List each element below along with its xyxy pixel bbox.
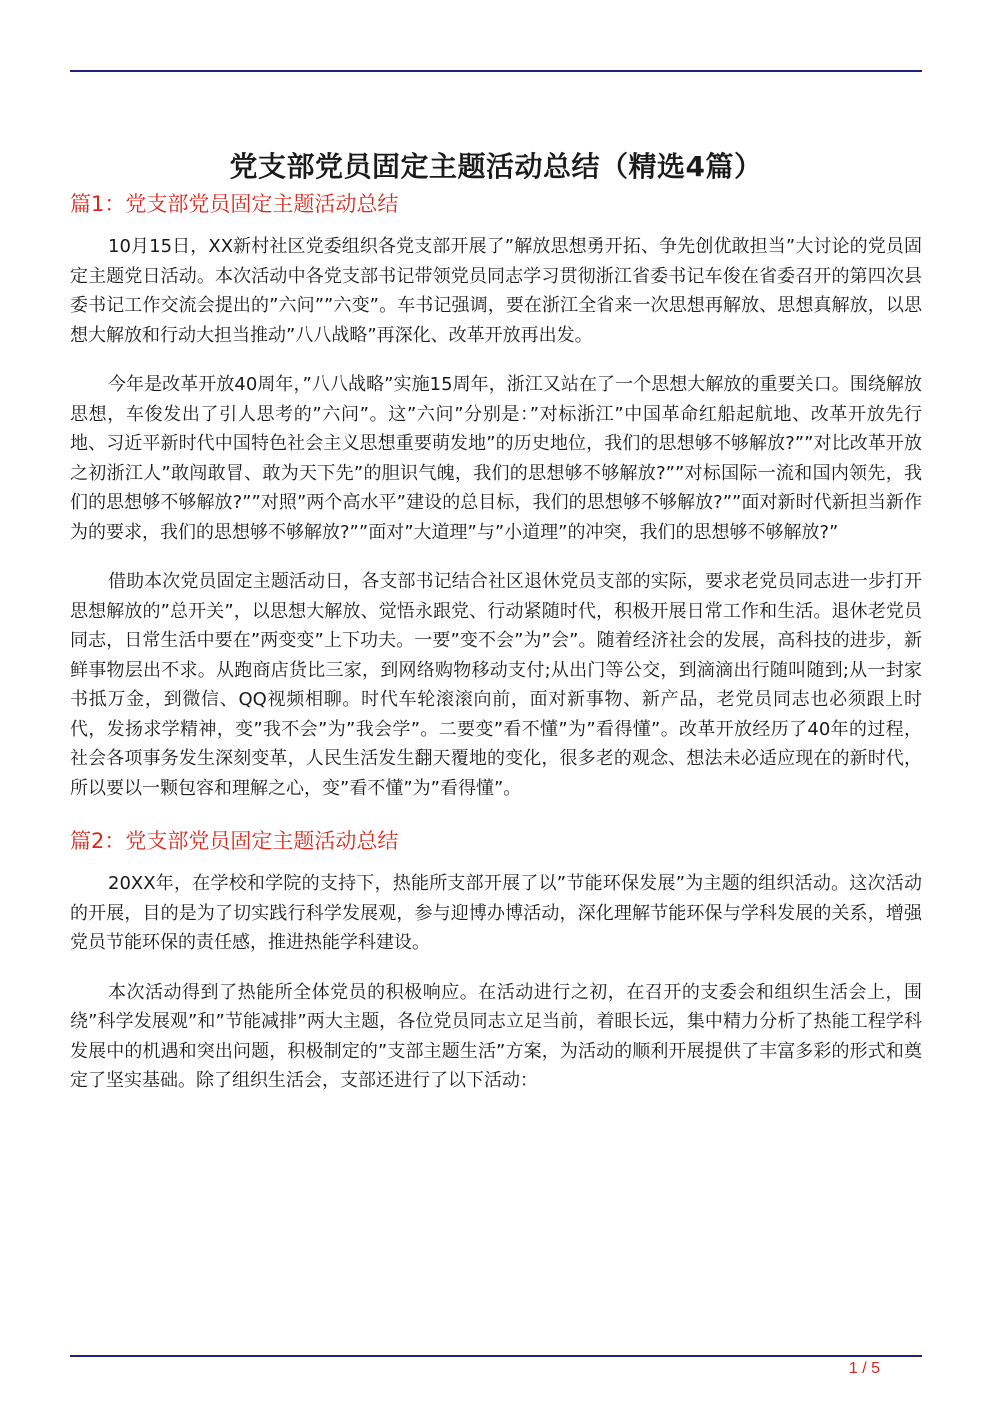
document-body (70, 188, 922, 1116)
section-heading-1: 篇1：党支部党员固定主题活动总结 (70, 192, 399, 216)
paragraph: 借助本次党员固定主题活动日，各支部书记结合社区退休党员支部的实际，要求老党员同志进一步打开思想解放的”总开关”，以思想大解放、觉悟永跟党、行动紧随时代，积极开展日常工作和生活。退休老党员同志，日常生活中要在”两变变”上下功夫。一要”变不会”为”会”。随着经济社会的发展，高科技的进步，新鲜事物层出不求。从跑商店货比三家，到网络购物移动支付;从出门等公交，到滴滴出行随叫随到;从一封家书抵万金，到微信、QQ视频相聊。时代车轮滚滚向前，面对新事物、新产品，老党员同志也必须跟上时代，发扬求学精神，变”我不会”为”我会学”。二要变”看不懂”为”看得懂”。改革开放经历了40年的过程，社会各项事务发生深刻变革，人民生活发生翻天覆地的变化，很多老的观念、想法未必适应现在的新时代，所以要以一颗包容和理解之心，变”看不懂”为”看得懂”。 (70, 571, 922, 799)
paragraph: 20XX年，在学校和学院的支持下，热能所支部开展了以”节能环保发展”为主题的组织活动。这次活动的开展，目的是为了切实践行科学发展观，参与迎博办博活动，深化理解节能环保与学科发展的关系，增强党员节能环保的责任感，推进热能学科建设。 (70, 873, 922, 953)
paragraph: 10月15日，XX新村社区党委组织各党支部开展了”解放思想勇开拓、争先创优敢担当”大讨论的党员固定主题党日活动。本次活动中各党支部书记带领党员同志学习贯彻浙江省委书记车俊在省委召开的第四次县委书记工作交流会提出的”六问””六变”。车书记强调，要在浙江全省来一次思想再解放、思想真解放，以思想大解放和行动大担当推动”八八战略”再深化、改革开放再出发。 (70, 236, 922, 346)
paragraph: 本次活动得到了热能所全体党员的积极响应。在活动进行之初，在召开的支委会和组织生活会上，围绕”科学发展观”和”节能减排”两大主题，各位党员同志立足当前，着眼长远，集中精力分析了热能工程学科发展中的机遇和突出问题，积极制定的”支部主题生活”方案，为活动的顺利开展提供了丰富多彩的形式和奠定了坚实基础。除了组织生活会，支部还进行了以下活动： (70, 981, 922, 1091)
section-heading-2: 篇2：党支部党员固定主题活动总结 (70, 829, 399, 853)
document-title: 党支部党员固定主题活动总结（精选4篇） (229, 149, 763, 183)
page-number: 1 / 5 (848, 1360, 880, 1377)
footer-rule (70, 1355, 922, 1357)
header-rule (70, 70, 922, 72)
paragraph: 今年是改革开放40周年，”八八战略”实施15周年，浙江又站在了一个思想大解放的重要关口。围绕解放思想，车俊发出了引人思考的”六问”。这”六问”分别是：”对标浙江”中国革命红船起航地、改革开放先行地、习近平新时代中国特色社会主义思想重要萌发地”的历史地位，我们的思想够不够解放?””对比改革开放之初浙江人”敢闯敢冒、敢为天下先”的胆识气魄，我们的思想够不够解放?””对标国际一流和国内领先，我们的思想够不够解放?””对照”两个高水平”建设的总目标，我们的思想够不够解放?””面对新时代新担当新作为的要求，我们的思想够不够解放?””面对”大道理”与”小道理”的冲突，我们的思想够不够解放?” (70, 374, 922, 543)
